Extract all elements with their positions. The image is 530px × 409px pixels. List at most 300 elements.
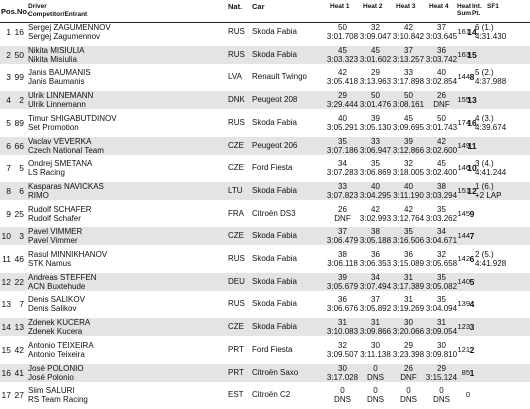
heat-points: 45 <box>437 159 446 169</box>
car-model: Ford Fiesta <box>252 163 293 173</box>
heat-time: 3:09.810 <box>425 349 458 359</box>
car-number: 50 <box>14 49 24 60</box>
semifinal-1 <box>475 23 530 41</box>
heat-results <box>326 273 458 291</box>
heat-time: 3:15.124 <box>425 372 458 382</box>
table-row <box>0 250 530 268</box>
sf1-time: 4:37.988 <box>475 77 507 87</box>
driver-name: Pavel VIMMER <box>28 227 83 237</box>
heat-points: 0 <box>406 386 411 396</box>
semifinal-1 <box>475 159 530 177</box>
intermediate-points: 13 <box>467 95 477 106</box>
intermediate-points: 12 <box>467 185 477 196</box>
heat-time: 3:06.947 <box>359 145 392 155</box>
car-number: 99 <box>14 72 24 83</box>
heat-points: 35 <box>437 204 446 214</box>
heat-points: 32 <box>404 159 413 169</box>
entrant-name: LS Racing <box>28 168 65 178</box>
heat-points: 42 <box>437 136 446 146</box>
heat-points: 31 <box>404 295 413 305</box>
car-number: 3 <box>19 231 24 242</box>
position: 11 <box>2 254 11 264</box>
heat-points: 35 <box>437 272 446 282</box>
car-number: 27 <box>14 390 24 401</box>
car-model: Skoda Fabia <box>252 322 297 332</box>
sf1-time: 4:41.244 <box>475 168 507 178</box>
heat-time: DNS <box>367 395 384 405</box>
heat-time: 3:07.823 <box>326 190 359 200</box>
semifinal-1 <box>475 114 530 132</box>
intermediate-points: 15 <box>467 49 477 60</box>
heat-points: 38 <box>338 250 347 259</box>
heat-sum: 121 <box>457 344 470 354</box>
position: 14 <box>1 322 11 333</box>
heat-time: 3:02.400 <box>425 168 458 178</box>
heat-time: 3:11.138 <box>360 349 391 359</box>
position: 4 <box>6 95 11 106</box>
position: 3 <box>6 72 11 83</box>
entrant-name: Rudolf Schafer <box>28 213 81 223</box>
driver-cell <box>28 159 92 177</box>
heat-time: 3:03.262 <box>425 213 458 223</box>
header-heat3: Heat 3 <box>396 3 416 10</box>
heat-time: 3:05.082 <box>425 281 458 291</box>
heat-points: 37 <box>404 45 413 55</box>
heat-results <box>326 91 458 109</box>
nationality: PRT <box>228 367 244 377</box>
heat-time: 3:13.963 <box>359 77 392 87</box>
car-model: Peugeot 206 <box>252 140 298 150</box>
entrant-name: Denis Salikov <box>28 304 77 314</box>
entrant-name: ACN Buxtehude <box>28 281 86 291</box>
car-number: 7 <box>19 299 24 310</box>
heat-points: 26 <box>404 363 413 373</box>
position: 12 <box>1 276 11 287</box>
car-model: Peugeot 208 <box>252 95 298 105</box>
heat-sum: 144 <box>457 231 470 241</box>
position: 13 <box>1 299 11 310</box>
heat-sum: 161 <box>457 27 470 36</box>
car-number: 66 <box>14 140 24 151</box>
heat-time: DNF <box>334 213 351 223</box>
position: 7 <box>6 163 11 174</box>
position: 17 <box>1 390 11 401</box>
car-model: Skoda Fabia <box>252 299 297 309</box>
driver-name: José POLONIO <box>28 363 84 373</box>
heat-points: 35 <box>338 136 347 146</box>
heat-points: 37 <box>371 295 380 305</box>
heat-time: 3:09.507 <box>326 349 359 359</box>
driver-name: Timur SHIGABUTDINOV <box>28 113 117 123</box>
entrant-name: José Polonio <box>28 372 74 382</box>
driver-name: Kasparas NAVICKAS <box>28 181 104 191</box>
heat-results <box>326 159 458 177</box>
heat-points: 30 <box>437 340 446 350</box>
heat-time: 3:06.118 <box>327 259 358 268</box>
intermediate-points: 9 <box>469 208 475 219</box>
heat-points: 29 <box>437 363 446 373</box>
heat-points: 32 <box>437 250 446 259</box>
nationality: CZE <box>228 322 244 332</box>
heat-time: 3:09.054 <box>425 327 458 337</box>
heat-time: 3:01.743 <box>425 122 458 132</box>
heat-points: 40 <box>437 68 446 78</box>
driver-name: Andreas STEFFEN <box>28 272 97 282</box>
heat-time: 3:05.418 <box>326 77 359 87</box>
intermediate-points: 7 <box>469 231 475 242</box>
heat-results <box>326 205 458 223</box>
heat-points: 35 <box>404 227 413 237</box>
heat-time: 3:18.005 <box>392 168 425 178</box>
heat-time: 3:16.506 <box>392 236 425 246</box>
heat-points: 0 <box>439 386 444 396</box>
heat-points: 37 <box>338 227 347 237</box>
nationality: LTU <box>228 185 243 195</box>
driver-name: Ondrej SMETANA <box>28 159 93 169</box>
entrant-name: RS Team Racing <box>28 395 88 405</box>
car-number: 46 <box>14 254 24 264</box>
heat-points: 34 <box>371 272 380 282</box>
position: 10 <box>1 231 11 242</box>
heat-time: 3:05.658 <box>425 259 458 268</box>
heat-time: DNS <box>334 395 351 405</box>
heat-points: 37 <box>437 23 446 32</box>
header-car: Car <box>252 2 265 11</box>
heat-time: 3:07.186 <box>326 145 359 155</box>
heat-results <box>326 364 458 382</box>
sf1-time: 4:31.430 <box>475 32 507 41</box>
heat-sum: 144 <box>457 72 470 82</box>
heat-sum: 145 <box>457 208 470 218</box>
nationality: LVA <box>228 72 242 82</box>
driver-name: Nikita MISIULIA <box>28 45 85 55</box>
nationality: PRT <box>228 344 244 354</box>
driver-name: Sergej ZAGUMENNOV <box>28 23 111 32</box>
heat-points: 42 <box>338 68 347 78</box>
heat-results <box>326 341 458 359</box>
header-heat2: Heat 2 <box>363 3 383 10</box>
heat-sum: 140 <box>457 276 470 286</box>
driver-cell <box>28 341 94 359</box>
nationality: RUS <box>228 49 245 59</box>
heat-time: 3:01.602 <box>359 54 392 64</box>
heat-points: 45 <box>338 45 347 55</box>
position: 5 <box>6 117 11 128</box>
car-model: Ford Fiesta <box>252 344 293 354</box>
heat-time: 3:09.695 <box>392 122 425 132</box>
car-number: 16 <box>14 27 24 37</box>
table-row <box>0 273 530 291</box>
heat-sum: 85 <box>461 367 470 377</box>
position: 2 <box>6 49 11 60</box>
nationality: RUS <box>228 299 245 309</box>
header-nat: Nat. <box>228 2 243 11</box>
heat-points: 42 <box>371 204 380 214</box>
heat-results <box>326 68 458 86</box>
heat-points: 0 <box>373 386 378 396</box>
heat-points: 36 <box>404 250 413 259</box>
car-number: 41 <box>14 367 24 378</box>
heat-points: 50 <box>437 113 446 123</box>
heat-points: 33 <box>338 181 347 191</box>
car-model: Citroën C2 <box>252 390 291 400</box>
semifinal-1 <box>475 68 530 86</box>
heat-results <box>326 46 458 64</box>
intermediate-points: 3 <box>469 322 475 333</box>
driver-name: Janis BAUMANIS <box>28 68 91 78</box>
heat-time: 3:02.600 <box>425 145 458 155</box>
table-row <box>0 318 530 336</box>
nationality: EST <box>228 390 244 400</box>
intermediate-points: 5 <box>469 276 475 287</box>
heat-time: DNF <box>400 372 417 382</box>
header-no: No. <box>17 7 30 16</box>
heat-time: 3:17.028 <box>326 372 359 382</box>
heat-points: 30 <box>404 318 413 328</box>
car-model: Skoda Fabia <box>252 276 297 286</box>
heat-time: 3:10.083 <box>326 327 359 337</box>
heat-results <box>326 137 458 155</box>
car-model: Citroën DS3 <box>252 208 296 218</box>
heat-results <box>326 182 458 200</box>
heat-points: 38 <box>371 227 380 237</box>
heat-results <box>326 386 458 404</box>
driver-cell <box>28 23 111 41</box>
heat-points: 50 <box>371 91 380 101</box>
heat-results <box>326 227 458 245</box>
heat-points: 36 <box>437 45 446 55</box>
heat-results <box>326 295 458 313</box>
heat-time: 3:15.089 <box>392 259 425 268</box>
driver-cell <box>28 273 96 291</box>
heat-points: 31 <box>437 318 446 328</box>
sf1-time: 4:39.674 <box>475 122 507 132</box>
heat-time: 3:04.295 <box>359 190 392 200</box>
heat-points: 42 <box>404 204 413 214</box>
heat-points: 40 <box>338 113 347 123</box>
car-model: Skoda Fabia <box>252 254 297 263</box>
car-number: 13 <box>14 322 24 333</box>
heat-time: 3:02.854 <box>425 77 458 87</box>
table-row <box>0 137 530 155</box>
sf1-result: 1 (6.) <box>475 181 494 191</box>
heat-time: DNS <box>400 395 417 405</box>
driver-name: Zdenek KUCERA <box>28 318 91 328</box>
heat-points: 36 <box>338 295 347 305</box>
heat-points: 32 <box>338 340 347 350</box>
driver-cell <box>28 227 82 245</box>
intermediate-points: 2 <box>469 344 475 355</box>
entrant-name: Czech National Team <box>28 145 104 155</box>
header-int: Int. Pt. <box>472 3 482 17</box>
heat-time: 3:06.479 <box>326 236 359 246</box>
header-driver: Driver <box>28 3 47 10</box>
car-number: 25 <box>14 208 24 219</box>
heat-time: 3:06.676 <box>326 304 359 314</box>
nationality: RUS <box>228 254 245 263</box>
position: 16 <box>1 367 11 378</box>
entrant-name: Nikita Misiulia <box>28 54 77 64</box>
heat-sum: 149 <box>457 140 470 150</box>
entrant-name: Ulrik Linnemann <box>28 100 86 110</box>
car-number: 5 <box>19 163 24 174</box>
sf1-result: 4 (3.) <box>475 113 494 123</box>
heat-sum: 123 <box>457 322 470 332</box>
car-number: 42 <box>14 344 24 355</box>
heat-points: 32 <box>371 23 380 32</box>
intermediate-points: 6 <box>469 254 475 264</box>
heat-time: 3:07.494 <box>359 281 392 291</box>
heat-time: 3:12.866 <box>392 145 425 155</box>
driver-cell <box>28 68 91 86</box>
car-model: Renault Twingo <box>252 72 307 82</box>
heat-points: 34 <box>437 227 446 237</box>
driver-name: Rasul MINNIKHANOV <box>28 250 108 259</box>
position: 6 <box>6 140 11 151</box>
heat-points: 34 <box>338 159 347 169</box>
heat-points: 45 <box>404 113 413 123</box>
heat-time: DNS <box>433 395 450 405</box>
intermediate-points <box>464 390 480 400</box>
table-row <box>0 364 530 382</box>
entrant-name: Antonio Teixeira <box>28 349 85 359</box>
header-heat4: Heat 4 <box>429 3 449 10</box>
position: 9 <box>6 208 11 219</box>
heat-time: 3:13.257 <box>392 54 425 64</box>
table-row <box>0 68 530 86</box>
heat-time: 3:17.898 <box>392 77 425 87</box>
heat-points: 39 <box>371 113 380 123</box>
heat-points: 38 <box>437 181 446 191</box>
heat-time: 3:05.679 <box>326 281 359 291</box>
heat-points: 0 <box>373 363 378 373</box>
heat-time: 3:03.742 <box>425 54 458 64</box>
heat-points: 39 <box>338 272 347 282</box>
driver-cell <box>28 295 85 313</box>
driver-cell <box>28 250 107 268</box>
position: 15 <box>1 344 11 355</box>
heat-time: 3:09.866 <box>359 327 392 337</box>
heat-time: DNS <box>367 372 384 382</box>
heat-time: 3:08.161 <box>392 100 425 110</box>
intermediate-points: 14 <box>467 27 477 37</box>
heat-time: 3:03.294 <box>425 190 458 200</box>
heat-time: 3:01.708 <box>326 32 359 41</box>
semifinal-1 <box>475 250 530 268</box>
car-model: Skoda Fabia <box>252 49 297 59</box>
heat-points: 50 <box>404 91 413 101</box>
entrant-name: STK Namus <box>28 259 72 268</box>
heat-time: 3:04.094 <box>425 304 458 314</box>
heat-points: 40 <box>371 181 380 191</box>
driver-name: Rudolf SCHAFER <box>28 204 92 214</box>
heat-results <box>326 250 458 268</box>
heat-points: 29 <box>338 91 347 101</box>
heat-time: 3:19.269 <box>392 304 425 314</box>
heat-time: 3:01.476 <box>359 100 392 110</box>
car-model: Skoda Fabia <box>252 185 297 195</box>
table-header <box>0 0 530 23</box>
heat-sum: 174 <box>457 117 470 127</box>
heat-points: 31 <box>338 318 347 328</box>
heat-time: 3:05.892 <box>359 304 392 314</box>
driver-name: Siim SALURI <box>28 386 75 396</box>
header-sf1: SF1 <box>487 3 499 10</box>
heat-time: 3:05.188 <box>359 236 392 246</box>
table-row <box>0 341 530 359</box>
intermediate-points: 16 <box>467 117 477 128</box>
table-row <box>0 114 530 132</box>
heat-results <box>326 318 458 336</box>
heat-time: 3:03.323 <box>326 54 359 64</box>
heat-time: 3:12.764 <box>392 213 425 223</box>
intermediate-points: 10 <box>467 163 477 174</box>
entrant-name: Sergej Zagumennov <box>28 32 101 41</box>
semifinal-1 <box>475 182 530 200</box>
heat-time: 3:20.066 <box>392 327 425 337</box>
driver-cell <box>28 386 88 404</box>
heat-points: 0 <box>340 386 345 396</box>
heat-points: 29 <box>371 68 380 78</box>
heat-results <box>326 114 458 132</box>
table-row <box>0 227 530 245</box>
heat-time: 3:17.389 <box>392 281 425 291</box>
heat-points: 40 <box>404 181 413 191</box>
heat-points: 26 <box>338 204 347 214</box>
heat-time: 3:10.842 <box>392 32 425 41</box>
heat-time: 3:29.444 <box>326 100 359 110</box>
sf1-time: 4:41.928 <box>475 259 507 268</box>
sf1-time: +2 LAP <box>475 190 502 200</box>
header-competitor: Competitor/Entrant <box>28 11 88 18</box>
entrant-name: RIMO <box>28 190 49 200</box>
intermediate-points: 8 <box>469 72 475 83</box>
heat-points: 35 <box>371 159 380 169</box>
heat-time: 3:09.047 <box>359 32 392 41</box>
intermediate-points: 4 <box>469 299 475 310</box>
nationality: RUS <box>228 117 245 127</box>
entrant-name: Zdenek Kucera <box>28 327 83 337</box>
nationality: CZE <box>228 163 244 173</box>
driver-name: Antonio TEIXEIRA <box>28 340 94 350</box>
driver-cell <box>28 182 104 200</box>
heat-points: 29 <box>404 340 413 350</box>
driver-name: Ulrik LINNEMANN <box>28 91 94 101</box>
nationality: CZE <box>228 231 244 241</box>
sf1-result: 5 (2.) <box>475 68 494 78</box>
heat-sum: 151 <box>457 185 470 195</box>
heat-time: 3:06.869 <box>359 168 392 178</box>
header-pos: Pos. <box>1 7 17 16</box>
position: 8 <box>6 185 11 196</box>
sf1-result: 2 (5.) <box>475 250 494 259</box>
header-heat-sum: Heat Sum <box>457 3 472 17</box>
nationality: FRA <box>228 208 244 218</box>
nationality: DEU <box>228 276 245 286</box>
driver-cell <box>28 205 92 223</box>
heat-points: 31 <box>371 318 380 328</box>
heat-results <box>326 23 458 41</box>
intermediate-points: 11 <box>467 140 477 151</box>
heat-points: 45 <box>371 45 380 55</box>
table-row <box>0 91 530 109</box>
table-row <box>0 386 530 404</box>
heat-points: 30 <box>371 340 380 350</box>
heat-time: 3:05.291 <box>326 122 359 132</box>
heat-points: 30 <box>338 363 347 373</box>
car-number: 6 <box>19 185 24 196</box>
car-number: 2 <box>19 95 24 106</box>
